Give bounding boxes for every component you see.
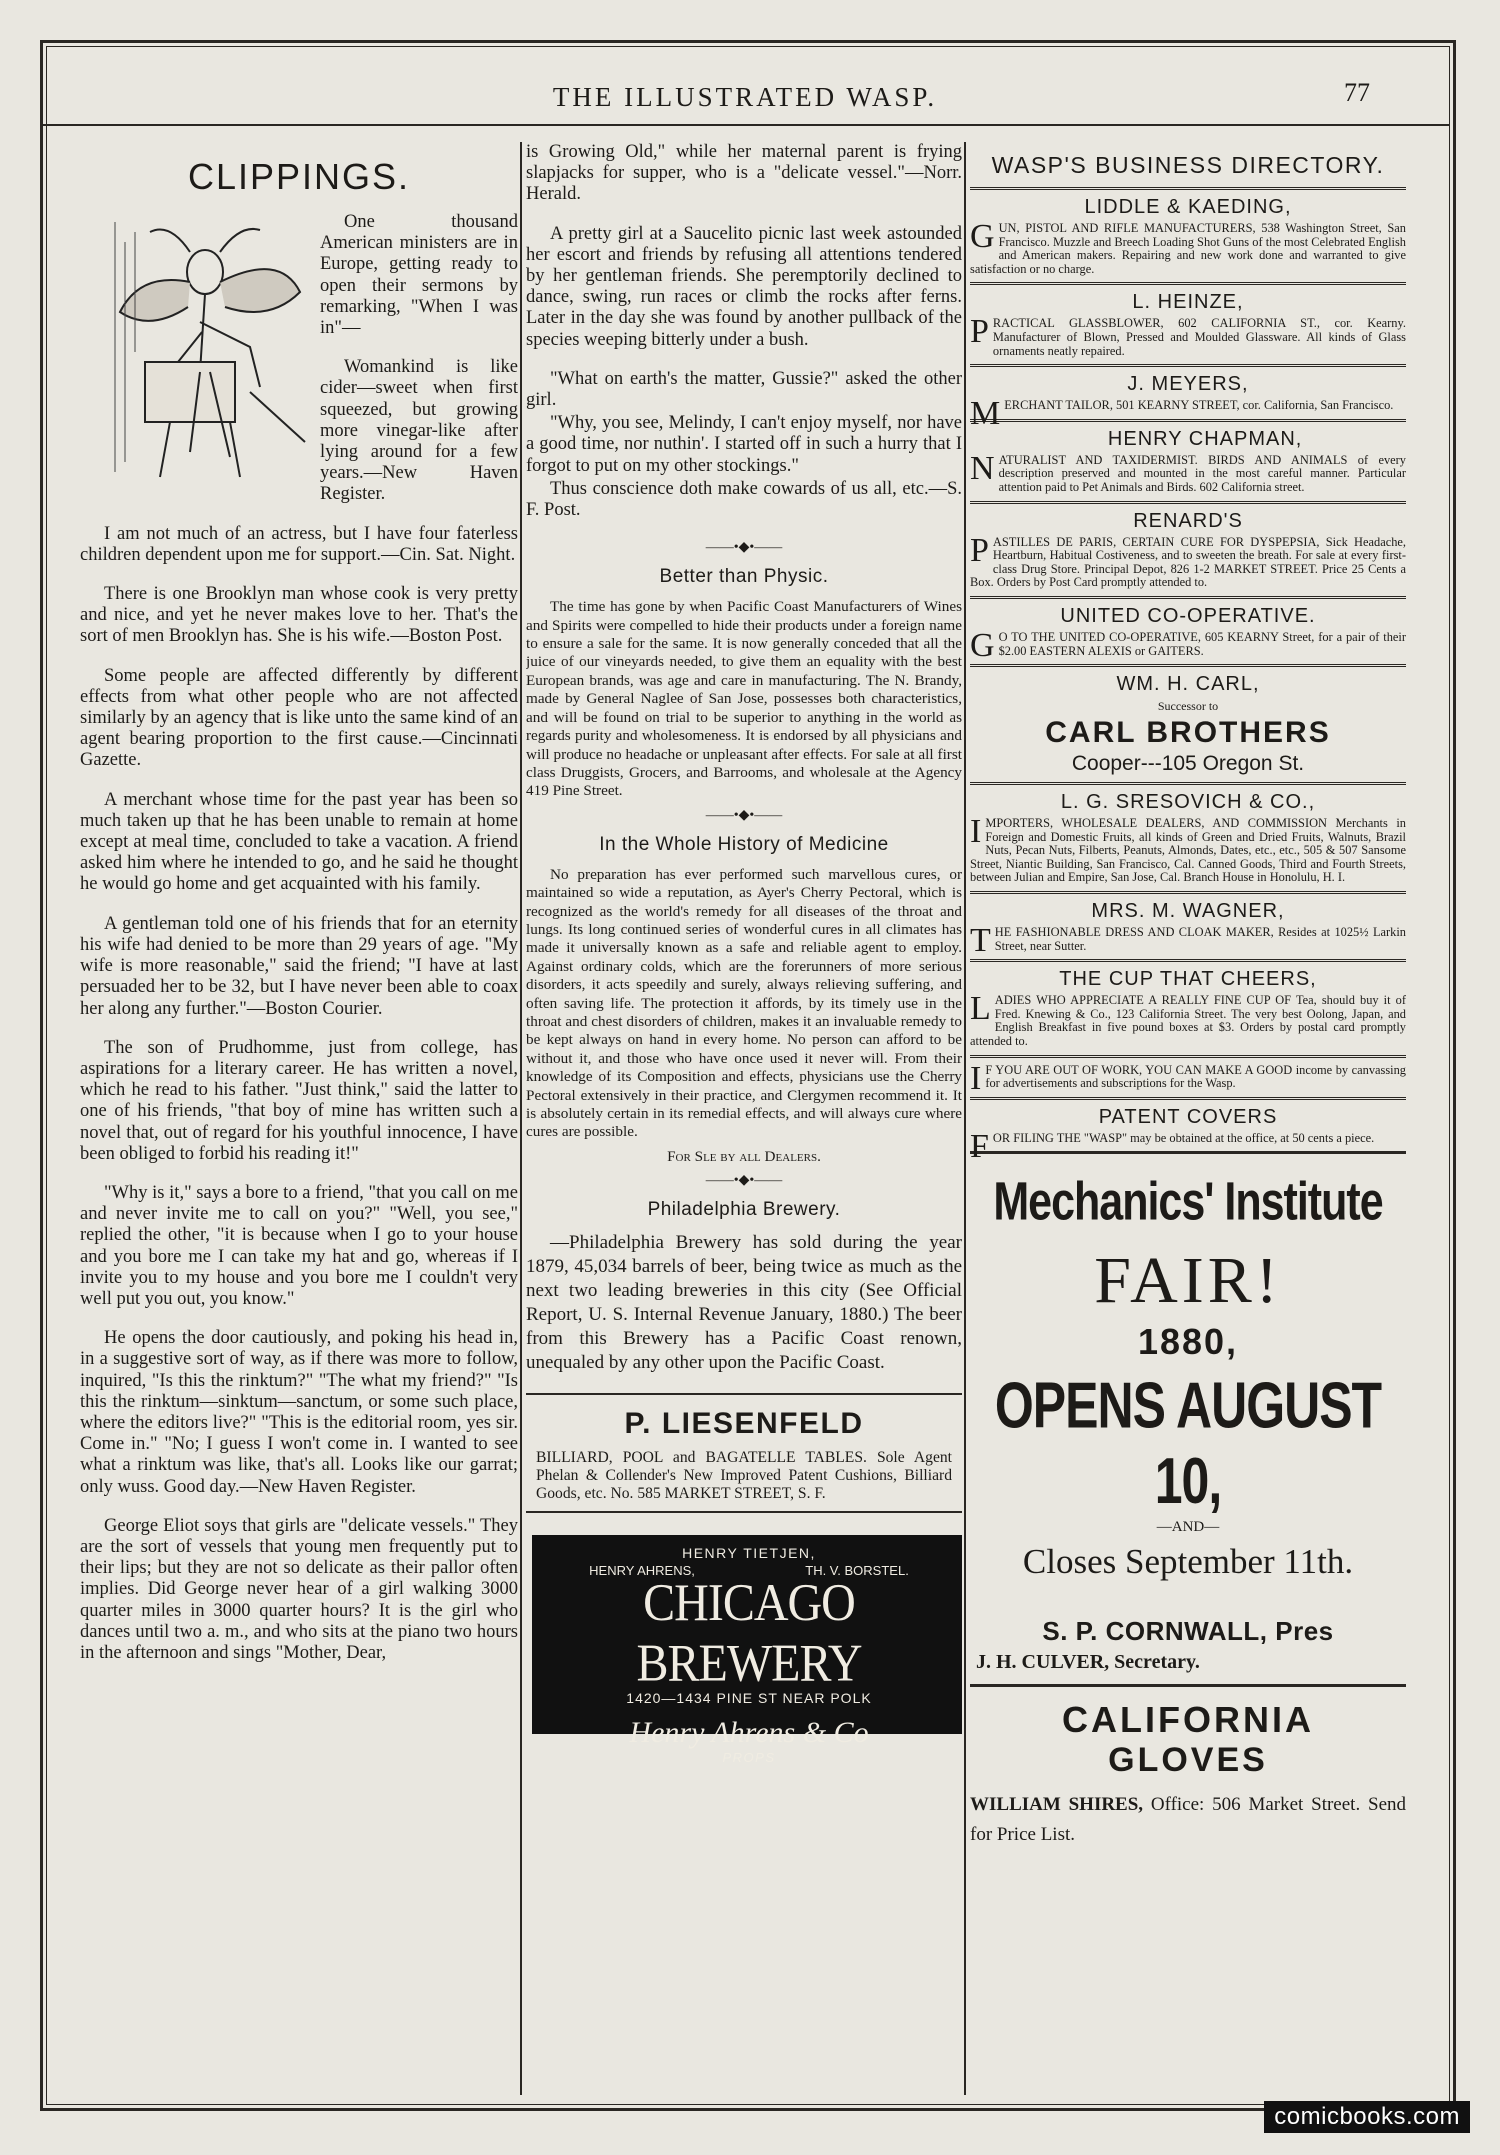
listing-name: J. MEYERS, — [1127, 373, 1249, 396]
brewery-address: 1420—1434 PINE ST NEAR POLK — [626, 1690, 872, 1707]
brewery-owner: TH. V. BORSTEL. — [805, 1563, 909, 1579]
liesenfeld-text: BILLIARD, POOL and BAGATELLE TABLES. Sole Agent Phelan & Collender's New Improved Patent Cushions, Billiard Goods, etc. No. 585 MARKET STREET, S. F. — [536, 1449, 952, 1503]
brewery-name: CHICAGO BREWERY — [636, 1573, 862, 1693]
listing — [970, 596, 1406, 664]
fair-and: —AND— — [1156, 1519, 1220, 1536]
drop-cap: I — [970, 1059, 982, 1097]
gloves-proprietor: WILLIAM SHIRES, — [970, 1794, 1144, 1816]
clipping-paragraph: A pretty girl at a Saucelito picnic last week astounded her escort and friends by refusing all attentions tendered by her gentleman friends. She peremptorily declined to dance, swing, run races or climb the rocks after ferns. Later in the day she was found by another pullback of the species weeping bitterly under a bush. — [526, 223, 962, 350]
listing-name: L. G. SRESOVICH & CO., — [1060, 791, 1316, 814]
clipping-paragraph: George Eliot soys that girls are "delicate vessels." They are the sort of vessels that young men frequently put to their lips; but they are not so delicate as their pallor often implies. Did George never hear of a girl walking 3000 quarter miles in 3000 quarter hours? It is the girl who dances until two a. m., and who sits at the piano two hours in the afternoon and sings "Mother, Dear, — [80, 1515, 518, 1663]
listing — [970, 501, 1406, 596]
listing-name: PATENT COVERS — [1098, 1105, 1278, 1128]
physic-heading: Better than Physic. — [659, 566, 829, 588]
clipping-paragraph: I am not much of an actress, but I have four faterless children dependent upon me for support.—Cin. Sat. Night. — [80, 523, 518, 565]
listing-text: ERCHANT TAILOR, 501 KEARNY STREET, cor. California, San Francisco. — [1004, 398, 1394, 413]
drop-cap: G — [970, 626, 995, 664]
wasp-illustration — [110, 212, 310, 482]
listing-text: RACTICAL GLASSBLOWER, 602 CALIFORNIA ST., cor. Kearny. Manufacturer of Blown, Pressed and Moulded Glassware. All kinds of Glass ornaments neatly repaired. — [992, 316, 1406, 358]
column-middle — [526, 142, 962, 2095]
fair-year: 1880, — [1137, 1321, 1239, 1363]
drop-cap: P — [970, 531, 989, 569]
listing-name: WM. H. CARL, — [1116, 673, 1260, 696]
liesenfeld-name: P. LIESENFELD — [624, 1407, 864, 1441]
divider-ornament: ——•◆•—— — [705, 540, 783, 556]
listing-text: ADIES WHO APPRECIATE A REALLY FINE CUP OF Tea, should buy it of Fred. Knewing & Co., 123 California Street. The very best Oolong, Japan, and English Breakfast in five pound boxes at $3. Orders by postal card promptly attended to. — [970, 993, 1406, 1049]
drop-cap: I — [970, 813, 982, 851]
site-watermark: comicbooks.com — [1264, 2101, 1470, 2133]
column-directory — [970, 142, 1406, 2095]
divider-ornament: ——•◆•—— — [705, 807, 783, 823]
brewery-owner: HENRY TIETJEN, — [682, 1545, 816, 1562]
drop-cap: G — [970, 218, 995, 255]
listing — [970, 891, 1406, 959]
gloves-address: Office: 506 Market Street. Send for Price List. — [970, 1794, 1406, 1846]
drop-cap: T — [970, 922, 991, 960]
brewery-owner: HENRY AHRENS, — [589, 1563, 695, 1579]
successor-label: Successor to — [1157, 699, 1219, 714]
directory-heading: WASP'S BUSINESS DIRECTORY. — [991, 152, 1385, 178]
listing-name: THE CUP THAT CHEERS, — [1059, 968, 1317, 991]
clipping-paragraph: There is one Brooklyn man whose cook is very pretty and nice, and yet he never makes love to her. That's the sort of men Brooklyn has. She is his wife.—Boston Post. — [80, 584, 518, 647]
fair-secretary: J. H. CULVER, Secretary. — [976, 1651, 1200, 1674]
gloves-ad — [970, 1684, 1406, 1850]
gloves-subtitle: GLOVES — [1108, 1741, 1268, 1780]
chicago-brewery-ad — [532, 1535, 962, 1766]
listing-text: ASTILLES DE PARIS, CERTAIN CURE FOR DYSPEPSIA, Sick Headache, Heartburn, Habitual Costiveness, and to sweeten the breath. For sale at every first-class Drug Store. Principal Depot, 826 1-2 MARKET STREET. Price 25 Cents a Box. Orders by Post Card promptly attended to. — [970, 534, 1406, 590]
brewery-heading: Philadelphia Brewery. — [647, 1199, 841, 1221]
listing — [970, 282, 1406, 364]
listing-carl — [970, 664, 1406, 782]
listing — [970, 419, 1406, 501]
clipping-paragraph: "Why, you see, Melindy, I can't enjoy myself, nor have a good time, nor nuthin'. I started off in such a hurry that I forgot to put on my other stockings." — [526, 413, 962, 476]
listing-text: HE FASHIONABLE DRESS AND CLOAK MAKER, Resides at 1025½ Larkin Street, near Sutter. — [994, 925, 1406, 953]
column-rule — [520, 142, 522, 2095]
clipping-paragraph: Thus conscience doth make cowards of us all, etc.—S. F. Post. — [526, 478, 962, 521]
listing-name: UNITED CO-OPERATIVE. — [1060, 604, 1316, 627]
fair-word: FAIR! — [1094, 1244, 1282, 1318]
fair-ad — [970, 1151, 1406, 1674]
listing-name: HENRY CHAPMAN, — [1107, 427, 1303, 450]
masthead-title: THE ILLUSTRATED WASP. — [552, 82, 938, 112]
fair-opens: OPENS AUGUST 10, — [994, 1369, 1382, 1518]
listing — [970, 1055, 1406, 1097]
fair-president: S. P. CORNWALL, Pres — [1042, 1616, 1334, 1647]
listing-text: OR FILING THE "WASP" may be obtained at the office, at 50 cents a piece. — [992, 1130, 1375, 1145]
clipping-paragraph: "What on earth's the matter, Gussie?" asked the other girl. — [526, 368, 962, 411]
fair-closes: Closes September 11th. — [1022, 1542, 1354, 1582]
clipping-paragraph: Some people are affected differently by different effects from what other people who are not affected similarly by an agency that is like unto the same kind of an agent bearing proportion to the first cause.—Cincinnati Gazette. — [80, 665, 518, 771]
listing — [970, 782, 1406, 891]
divider-ornament: ——•◆•—— — [705, 1173, 783, 1189]
clipping-paragraph: A gentleman told one of his friends that for an eternity his wife had denied to be more than 29 years of age. "My wife is more reasonable," said the friend; "I have at last persuaded her to be 32, but I have never been able to coax her along any further."—Boston Courier. — [80, 913, 518, 1019]
clipping-paragraph: One thousand American ministers are in Europe, getting ready to open their sermons by remarking, "When I was in"— — [320, 212, 518, 339]
drop-cap: L — [970, 990, 991, 1028]
medicine-text: No preparation has ever performed such marvellous cures, or maintained so wide a reputation, as Ayer's Cherry Pectoral, which is recognized as the world's remedy for all diseases of the throat and lungs. Its long continued series of wonderful cures in all climates has made it universally known as a safe and reliable agent to employ. Against ordinary colds, which are the forerunners of more serious disorders, it acts speedily and surely, always relieving suffering, and often saving life. The protection it affords, by its timely use in the throat and chest disorders of children, makes it an invaluable remedy to be kept always on hand in every home. No person can afford to be without it, and those who have once used it never will. From their knowledge of its Composition and effects, physicians use the Cherry Pectoral extensively in their practice, and Clergymen recommend it. It is absolutely certain in its remedial effects, and will always cure where cures are possible. — [526, 865, 962, 1141]
listing-text: ATURALIST AND TAXIDERMIST. BIRDS AND ANIMALS of every description preserved and mounted in the most careful manner. Particular attention paid to Pet Animals and Birds. 602 California street. — [998, 452, 1406, 494]
column-clippings — [80, 142, 518, 2095]
clippings-heading: CLIPPINGS. — [187, 156, 411, 197]
listing-text: F YOU ARE OUT OF WORK, YOU CAN MAKE A GOOD income by canvassing for advertisements and subscriptions for the Wasp. — [985, 1062, 1406, 1091]
listing-name: L. HEINZE, — [1132, 291, 1244, 314]
drop-cap: M — [970, 395, 1001, 433]
clipping-paragraph: Womankind is like cider—sweet when first squeezed, but growing more vinegar-like after lying around for a few years.—New Haven Register. — [320, 357, 518, 505]
clipping-paragraph: A merchant whose time for the past year has been so much taken up that he has been unable to remain at home except at meal time, concluded to take a vacation. A friend asked him where he intended to go, and he said he thought he would go home and get acquainted with his family. — [80, 789, 518, 895]
listing — [970, 959, 1406, 1054]
listing-name: MRS. M. WAGNER, — [1091, 900, 1285, 923]
gloves-title: CALIFORNIA — [1062, 1699, 1314, 1741]
brewery-signature: Henry Ahrens & Co — [629, 1716, 869, 1750]
medicine-footer: For Sle by all Dealers. — [667, 1147, 821, 1165]
clipping-paragraph: He opens the door cautiously, and poking his head in, in a suggestive sort of way, as if there was more to follow, inquired, "Is this the rinktum?" "The what my friend?" "Is this the rinktum—sinktum—sanctum, or some such place, where the editors live?" "This is the editorial room, yes sir. Come in." "No; I guess I won't come in. I wanted to see what a rinktum was like, that's all. Looks like our garrat; only wuss. Good day.—New Haven Register. — [80, 1328, 518, 1497]
column-rule — [964, 142, 966, 2095]
drop-cap: F — [970, 1127, 989, 1165]
drop-cap: N — [970, 449, 995, 487]
listing — [970, 1097, 1406, 1165]
carl-address: Cooper---105 Oregon St. — [1071, 752, 1305, 776]
medicine-heading: In the Whole History of Medicine — [599, 833, 889, 855]
clipping-paragraph: is Growing Old," while her maternal parent is frying slapjacks for supper, who is a "delicate vessel."—Norr. Herald. — [526, 142, 962, 205]
listing-text: MPORTERS, WHOLESALE DEALERS, AND COMMISSION Merchants in Foreign and Domestic Fruits, all kinds of Green and Dried Fruits, Walnuts, Brazil Nuts, Pecan Nuts, Filberts, Peanuts, Almonds, Dates, etc., etc., 505 & 507 Sansome Street, Niantic Building, San Francisco, Cal. Canned Goods, Third and Fourth Streets, between Julian and Empire, San Jose, Cal. Branch House in Honolulu, H. I. — [970, 816, 1406, 885]
listing — [970, 364, 1406, 433]
carl-brothers: CARL BROTHERS — [1045, 716, 1331, 750]
liesenfeld-ad — [526, 1393, 962, 1513]
listing-text: UN, PISTOL AND RIFLE MANUFACTURERS, 538 Washington Street, San Francisco. Muzzle and Breech Loading Shot Guns of the most Celebrated English and American makers. Repairing and new work done and warranted to give satisfaction or no charge. — [970, 221, 1406, 276]
listing — [970, 187, 1406, 282]
brewery-text: —Philadelphia Brewery has sold during the year 1879, 45,034 barrels of beer, being twice as much as the next two leading breweries in this city (See Official Report, U. S. Internal Revenue January, 1880.) The beer from this Brewery has a Pacific Coast renown, unequaled by any other upon the Pacific Coast. — [526, 1232, 962, 1374]
fair-institute: Mechanics' Institute — [993, 1172, 1383, 1233]
clipping-paragraph: "Why is it," says a bore to a friend, "that you call on me and never invite me to call on you?" "Well, you see," replied the other, "it is because when I go to your house and you bore me I can take my hat and go, whereas if I invite you to my house and you bore me I couldn't very well put you out, you know." — [80, 1182, 518, 1309]
listing-name: RENARD'S — [1133, 509, 1243, 532]
page-header — [40, 44, 1450, 126]
clipping-paragraph: The son of Prudhomme, just from college, has aspirations for a literary career. He has written a novel, which he read to his father. "Just think," said the latter to one of his friends, "that boy of mine has written such a novel that, out of regard for his youthful innocence, I have been obliged to forbid his reading it!" — [80, 1037, 518, 1164]
brewery-props: PROPS — [722, 1750, 776, 1766]
listing-name: LIDDLE & KAEDING, — [1084, 196, 1292, 218]
drop-cap: P — [970, 313, 989, 351]
listing-text: O TO THE UNITED CO-OPERATIVE, 605 KEARNY Street, for a pair of their $2.00 EASTERN ALEXIS or GAITERS. — [998, 629, 1406, 658]
page-number: 77 — [1344, 78, 1370, 107]
physic-text: The time has gone by when Pacific Coast Manufacturers of Wines and Spirits were compelled to hide their products under a foreign name to ensure a sale for the same. It is now generally conceded that all the juice of our vineyards needed, to give them an equality with the best European brands, was age and care in manufacturing. The N. Brandy, made by General Naglee of San Jose, possesses both characteristics, and will be found on trial to be superior to anything in the world as regards purity and wholesomeness. It is endorsed by all physicians and will produce no headache or unpleasant after effects. For sale at all first class Druggists, Grocers, and Barrooms, and wholesale at the Agency 419 Pine Street. — [526, 598, 962, 800]
